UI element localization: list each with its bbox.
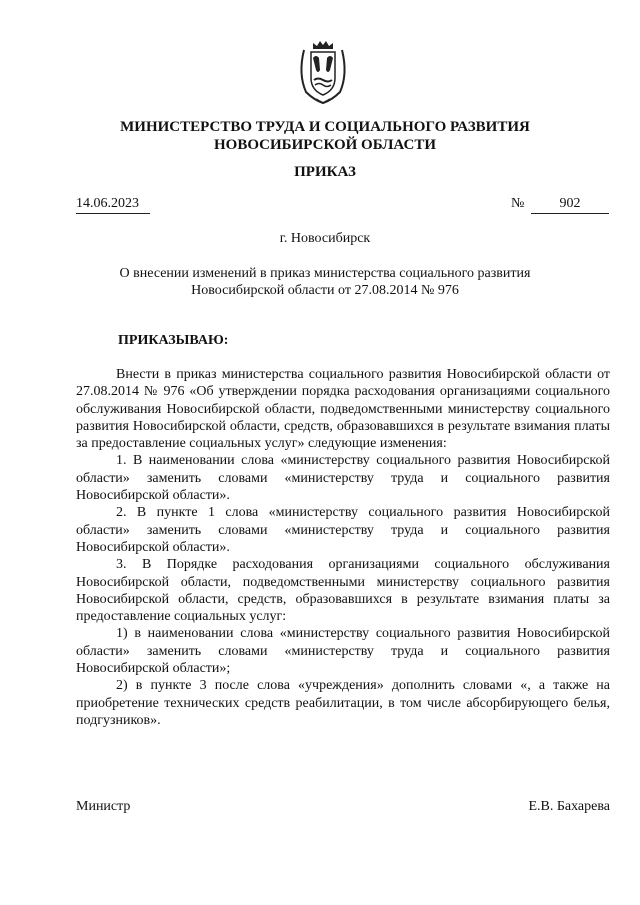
document-body xyxy=(76,366,610,729)
ministry-line-1: МИНИСТЕРСТВО ТРУДА И СОЦИАЛЬНОГО РАЗВИТИЯ xyxy=(120,119,530,135)
document-subject xyxy=(110,265,540,299)
document-date: 14.06.2023 xyxy=(76,196,150,214)
coat-of-arms-icon xyxy=(294,40,352,106)
order-keyword: ПРИКАЗЫВАЮ: xyxy=(118,333,229,348)
body-paragraph: 2) в пункте 3 после слова «учреждения» дополнить словами «, а также на приобретение технических средств реабилитации, в том числе абсорбирующего белья, подгузников». xyxy=(76,678,610,728)
ministry-name xyxy=(40,118,610,154)
subject-line-1: О внесении изменений в приказ министерства социального развития xyxy=(119,266,531,281)
document-city: г. Новосибирск xyxy=(279,231,371,246)
body-paragraph: 1) в наименовании слова «министерству социального развития Новосибирской области» заменить словами «министерству труда и социального развития Новосибирской области»; xyxy=(76,626,610,677)
signature-role: Министр xyxy=(76,799,131,814)
document-number: 902 xyxy=(531,196,609,214)
body-paragraph: 2. В пункте 1 слова «министерству социального развития Новосибирской области» заменить словами «министерству труда и социального развития Новосибирской области». xyxy=(76,505,610,555)
document-type: ПРИКАЗ xyxy=(294,164,356,180)
body-paragraph: Внести в приказ министерства социального развития Новосибирской области от 27.08.2014 № 976 «Об утверждении порядка расходования организациями социального обслуживания Новосибирской области, подведомственными министерству социального развития Новосибирской области, средств, образовавшихся в результате взимания платы за предоставление социальных услуг» следующие изменения: xyxy=(76,367,610,452)
body-paragraph: 1. В наименовании слова «министерству социального развития Новосибирской области» заменить словами «министерству труда и социального развития Новосибирской области». xyxy=(76,453,610,504)
number-sign: № xyxy=(511,196,525,211)
ministry-line-2: НОВОСИБИРСКОЙ ОБЛАСТИ xyxy=(213,137,437,153)
body-paragraph: 3. В Порядке расходования организациями социального обслуживания Новосибирской области, подведомственными министерству социального развития Новосибирской области, средств, образовавшихся в результате взимания платы за предоставление социальных услуг: xyxy=(76,557,610,625)
subject-line-2: Новосибирской области от 27.08.2014 № 976 xyxy=(191,283,459,298)
signature-name: Е.В. Бахарева xyxy=(528,799,610,814)
